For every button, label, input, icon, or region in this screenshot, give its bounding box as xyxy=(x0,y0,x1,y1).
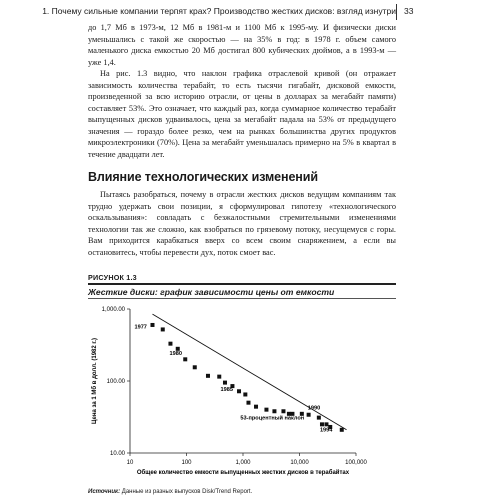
x-axis-label: Общее количество емкости выпущенных жестких дисков в терабайтах xyxy=(136,470,350,476)
figure-title: Жесткие диски: график зависимости цены от емкости xyxy=(88,287,335,297)
trend-line xyxy=(152,314,346,430)
figure-label: РИСУНОК 1.3 xyxy=(88,273,137,282)
y-axis-label: Цена за 1 Мб в долл. (1982 г.) xyxy=(92,338,98,424)
section-paragraph: Пытаясь разобраться, почему в отрасли жестких дисков ведущим компаниям так трудно удержать свои позиции, я сформулировал гипотезу «технологического оскальзывания»: совладать с безжалостными стремительными изменениями технологии так же сложно, как взобраться по грязевому потоку, несущемуся с горы. Вам приходится карабкаться вверх со всем своим снаряжением, а если вы остановитесь, чтобы перевести дух, поток смоет вас. xyxy=(88,190,396,257)
data-point xyxy=(161,327,165,331)
chart-annotation: 1977 xyxy=(134,324,147,331)
chart-marks xyxy=(150,314,346,432)
figure-top-rule xyxy=(88,283,396,285)
data-point xyxy=(246,401,250,405)
data-point xyxy=(320,422,324,426)
data-point xyxy=(254,405,258,409)
running-header xyxy=(0,4,500,20)
chart-labels xyxy=(91,307,368,476)
figure-source-text: Данные из разных выпусков Disk/Trend Report. xyxy=(120,489,253,495)
data-point xyxy=(243,392,247,396)
figure-source-lead: Источник: xyxy=(88,489,121,495)
body-text xyxy=(88,22,396,161)
data-point xyxy=(183,357,187,361)
y-tick-label: 100.00 xyxy=(106,379,125,385)
x-tick-label: 10,000 xyxy=(290,460,309,466)
chart-annotation: 1994 xyxy=(319,427,333,434)
data-point xyxy=(281,409,285,413)
section-heading: Влияние технологических изменений xyxy=(88,170,318,184)
data-point xyxy=(307,413,311,417)
data-point xyxy=(150,323,154,327)
y-tick-label: 10.00 xyxy=(109,451,125,457)
data-point xyxy=(223,381,227,385)
data-point xyxy=(324,422,328,426)
data-point xyxy=(317,416,321,420)
chart-annotation: 53-процентный наклон xyxy=(240,415,305,422)
x-tick-label: 10 xyxy=(126,460,134,466)
body-paragraph-2: На рис. 1.3 видно, что наклон графика отраслевой кривой (он отражает зависимость количества терабайт, то есть тысячи гигабайт, дисковой емкости, произведенной за всю историю отрасли, от цены в долларах за мегабайт памяти) составляет 53%. Это означает, что каждый раз, когда суммарное количество терабайт выпущенных дисков удваивалось, цена за мегабайт падала на 53% от предыдущего значения — гораздо более резко, чем на рынках большинства других продуктов микроэлектроники (70%). Цена за мегабайт уменьшалась примерно на 5% в квартал в течение двадцати лет. xyxy=(88,69,396,160)
chart-annotation: 1985 xyxy=(220,386,233,393)
x-tick-label: 100 xyxy=(181,460,192,466)
header-divider xyxy=(396,4,397,20)
chart-annotation: 1990 xyxy=(307,405,321,412)
section-body xyxy=(88,189,396,258)
y-tick-label: 1,000.00 xyxy=(101,307,125,313)
price-capacity-chart xyxy=(88,303,398,487)
data-point xyxy=(237,389,241,393)
data-point xyxy=(272,409,276,413)
running-title: 1. Почему сильные компании терпят крах? Производство жестких дисков: взгляд изнутри xyxy=(42,6,396,16)
data-point xyxy=(340,428,344,432)
body-paragraph-1: до 1,7 Мб в 1973-м, 12 Мб в 1981-м и 1100 Мб к 1995-му. И физически диски уменьшались с такой же скоростью — на 35% в год: в 1978 г. объем самого маленького диска емкостью 20 Мб достигал 800 кубических дюймов, а в 1993-м — уже 1,4. xyxy=(88,23,396,67)
figure-source xyxy=(88,489,252,495)
data-point xyxy=(168,342,172,346)
data-point xyxy=(264,408,268,412)
data-point xyxy=(206,374,210,378)
data-point xyxy=(217,375,221,379)
data-point xyxy=(193,365,197,369)
x-tick-label: 1,000 xyxy=(235,460,251,466)
page-number: 33 xyxy=(404,6,414,16)
x-tick-label: 100,000 xyxy=(345,460,367,466)
figure-title-rule xyxy=(88,298,396,299)
chart-annotation: 1980 xyxy=(169,350,182,357)
